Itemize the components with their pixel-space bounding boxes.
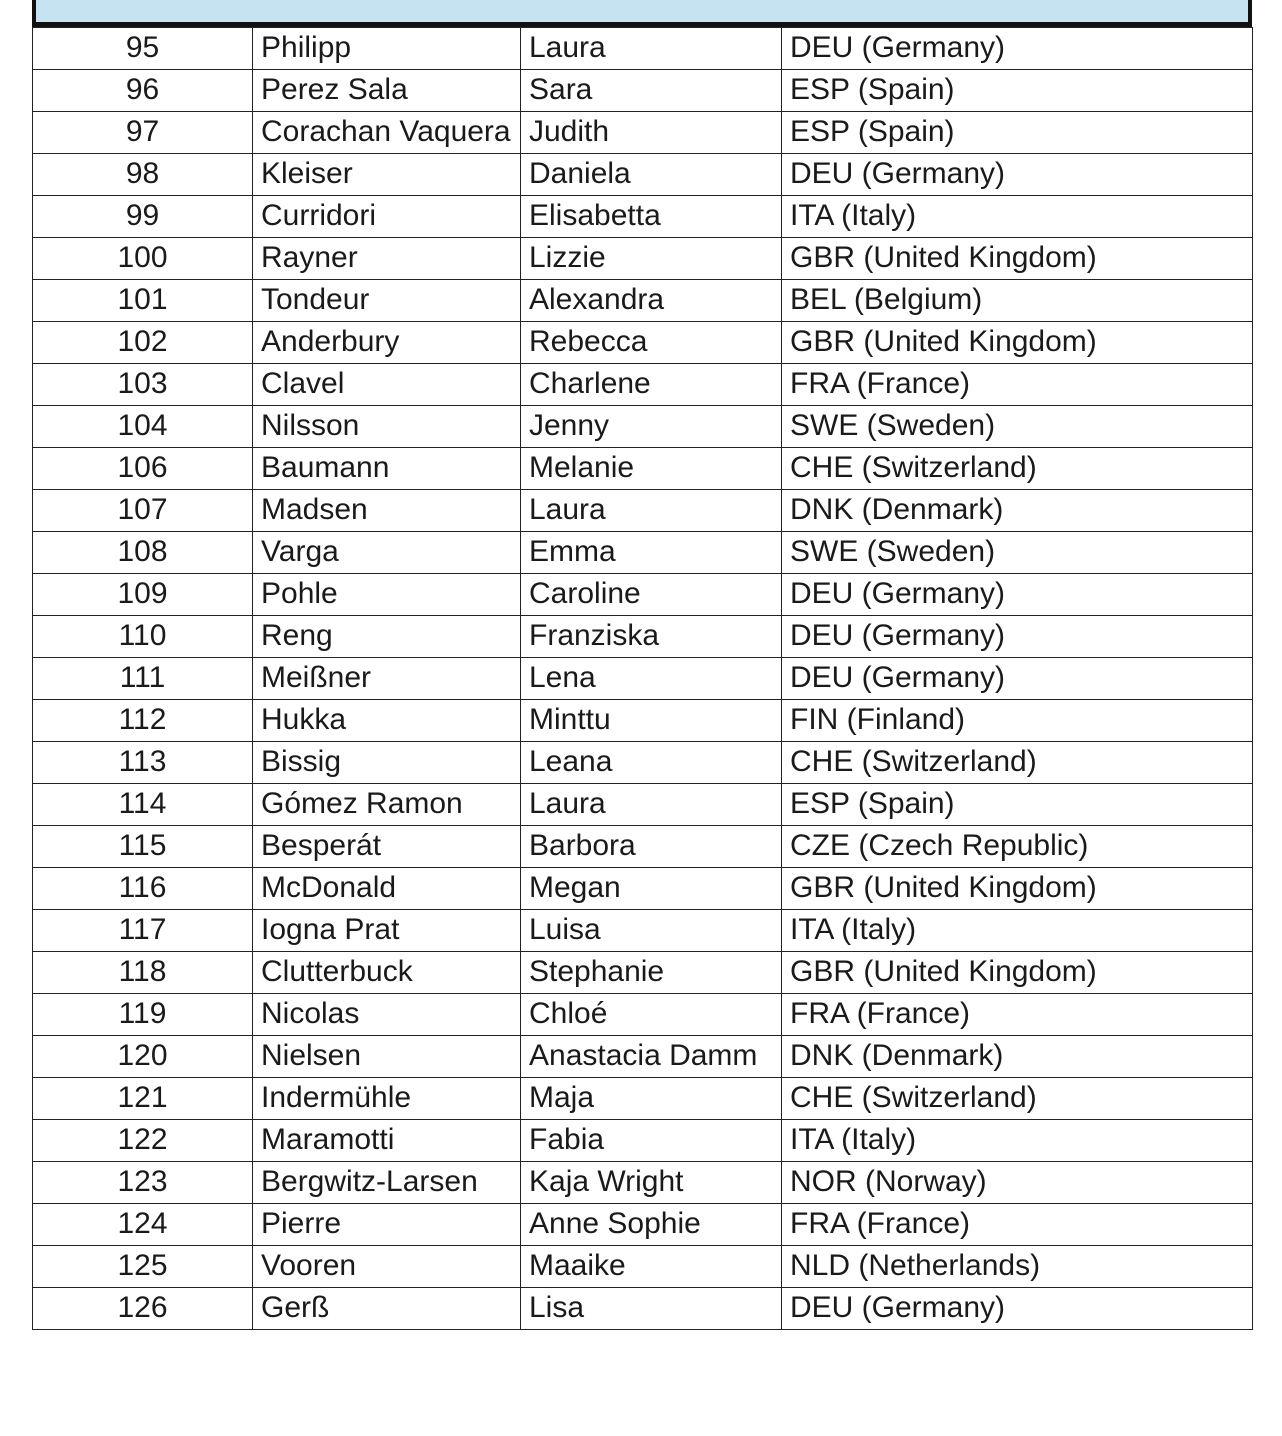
country-cell: DEU (Germany) (782, 154, 1253, 196)
last-name-cell: Tondeur (253, 280, 521, 322)
country-cell: SWE (Sweden) (782, 532, 1253, 574)
country-cell: ITA (Italy) (782, 910, 1253, 952)
first-name-cell: Laura (521, 28, 782, 70)
country-cell: CZE (Czech Republic) (782, 826, 1253, 868)
first-name-cell: Rebecca (521, 322, 782, 364)
country-cell: GBR (United Kingdom) (782, 238, 1253, 280)
last-name-cell: Vooren (253, 1246, 521, 1288)
table-row (33, 742, 1253, 784)
table-row (33, 1078, 1253, 1120)
country-cell: DEU (Germany) (782, 616, 1253, 658)
country-cell: ESP (Spain) (782, 112, 1253, 154)
country-cell: GBR (United Kingdom) (782, 868, 1253, 910)
start-number-cell: 102 (33, 322, 253, 364)
start-number-cell: 97 (33, 112, 253, 154)
last-name-cell: Nilsson (253, 406, 521, 448)
table-row (33, 1204, 1253, 1246)
table-row (33, 1120, 1253, 1162)
table-row (33, 406, 1253, 448)
start-number-cell: 98 (33, 154, 253, 196)
country-cell: DEU (Germany) (782, 658, 1253, 700)
last-name-cell: Rayner (253, 238, 521, 280)
country-cell: GBR (United Kingdom) (782, 322, 1253, 364)
country-cell: FRA (France) (782, 994, 1253, 1036)
start-number-cell: 99 (33, 196, 253, 238)
last-name-cell: Besperát (253, 826, 521, 868)
table-row (33, 532, 1253, 574)
table-row (33, 448, 1253, 490)
start-number-cell: 125 (33, 1246, 253, 1288)
start-number-cell: 114 (33, 784, 253, 826)
start-number-cell: 120 (33, 1036, 253, 1078)
last-name-cell: Pohle (253, 574, 521, 616)
first-name-cell: Lisa (521, 1288, 782, 1330)
country-cell: DNK (Denmark) (782, 1036, 1253, 1078)
start-number-cell: 109 (33, 574, 253, 616)
first-name-cell: Stephanie (521, 952, 782, 994)
table-row (33, 280, 1253, 322)
first-name-cell: Alexandra (521, 280, 782, 322)
participants-table-body (33, 28, 1253, 1330)
last-name-cell: Hukka (253, 700, 521, 742)
country-cell: FRA (France) (782, 1204, 1253, 1246)
last-name-cell: Iogna Prat (253, 910, 521, 952)
first-name-cell: Lizzie (521, 238, 782, 280)
start-number-cell: 123 (33, 1162, 253, 1204)
start-number-cell: 124 (33, 1204, 253, 1246)
table-row (33, 700, 1253, 742)
country-cell: SWE (Sweden) (782, 406, 1253, 448)
table-row (33, 1162, 1253, 1204)
table-row (33, 826, 1253, 868)
last-name-cell: Bergwitz-Larsen (253, 1162, 521, 1204)
last-name-cell: Corachan Vaquera (253, 112, 521, 154)
first-name-cell: Luisa (521, 910, 782, 952)
start-number-cell: 95 (33, 28, 253, 70)
first-name-cell: Maja (521, 1078, 782, 1120)
last-name-cell: Meißner (253, 658, 521, 700)
last-name-cell: Maramotti (253, 1120, 521, 1162)
last-name-cell: Gómez Ramon (253, 784, 521, 826)
first-name-cell: Barbora (521, 826, 782, 868)
table-row (33, 238, 1253, 280)
start-number-cell: 112 (33, 700, 253, 742)
start-number-cell: 121 (33, 1078, 253, 1120)
start-number-cell: 119 (33, 994, 253, 1036)
participants-table (32, 27, 1253, 1330)
country-cell: DNK (Denmark) (782, 490, 1253, 532)
last-name-cell: Reng (253, 616, 521, 658)
start-number-cell: 107 (33, 490, 253, 532)
country-cell: ITA (Italy) (782, 1120, 1253, 1162)
table-row (33, 112, 1253, 154)
table-row (33, 28, 1253, 70)
country-cell: ITA (Italy) (782, 196, 1253, 238)
country-cell: DEU (Germany) (782, 574, 1253, 616)
last-name-cell: Bissig (253, 742, 521, 784)
table-row (33, 574, 1253, 616)
last-name-cell: Perez Sala (253, 70, 521, 112)
table-row (33, 1246, 1253, 1288)
last-name-cell: Indermühle (253, 1078, 521, 1120)
start-number-cell: 108 (33, 532, 253, 574)
country-cell: FIN (Finland) (782, 700, 1253, 742)
table-row (33, 490, 1253, 532)
last-name-cell: Clutterbuck (253, 952, 521, 994)
last-name-cell: Gerß (253, 1288, 521, 1330)
start-number-cell: 104 (33, 406, 253, 448)
start-number-cell: 113 (33, 742, 253, 784)
first-name-cell: Caroline (521, 574, 782, 616)
first-name-cell: Leana (521, 742, 782, 784)
table-row (33, 154, 1253, 196)
first-name-cell: Anastacia Damm (521, 1036, 782, 1078)
start-number-cell: 118 (33, 952, 253, 994)
table-row (33, 70, 1253, 112)
first-name-cell: Franziska (521, 616, 782, 658)
country-cell: DEU (Germany) (782, 28, 1253, 70)
start-number-cell: 103 (33, 364, 253, 406)
start-number-cell: 117 (33, 910, 253, 952)
first-name-cell: Lena (521, 658, 782, 700)
first-name-cell: Anne Sophie (521, 1204, 782, 1246)
first-name-cell: Daniela (521, 154, 782, 196)
table-row (33, 616, 1253, 658)
first-name-cell: Megan (521, 868, 782, 910)
last-name-cell: Nicolas (253, 994, 521, 1036)
country-cell: FRA (France) (782, 364, 1253, 406)
first-name-cell: Chloé (521, 994, 782, 1036)
country-cell: NLD (Netherlands) (782, 1246, 1253, 1288)
table-row (33, 1288, 1253, 1330)
last-name-cell: Anderbury (253, 322, 521, 364)
start-number-cell: 116 (33, 868, 253, 910)
table-header-bar (32, 0, 1252, 27)
country-cell: CHE (Switzerland) (782, 448, 1253, 490)
first-name-cell: Sara (521, 70, 782, 112)
table-row (33, 994, 1253, 1036)
start-number-cell: 126 (33, 1288, 253, 1330)
first-name-cell: Maaike (521, 1246, 782, 1288)
last-name-cell: Curridori (253, 196, 521, 238)
first-name-cell: Laura (521, 490, 782, 532)
last-name-cell: McDonald (253, 868, 521, 910)
first-name-cell: Emma (521, 532, 782, 574)
table-row (33, 910, 1253, 952)
start-number-cell: 110 (33, 616, 253, 658)
table-row (33, 364, 1253, 406)
first-name-cell: Kaja Wright (521, 1162, 782, 1204)
table-row (33, 322, 1253, 364)
last-name-cell: Nielsen (253, 1036, 521, 1078)
last-name-cell: Madsen (253, 490, 521, 532)
first-name-cell: Elisabetta (521, 196, 782, 238)
last-name-cell: Kleiser (253, 154, 521, 196)
start-number-cell: 106 (33, 448, 253, 490)
start-number-cell: 101 (33, 280, 253, 322)
last-name-cell: Pierre (253, 1204, 521, 1246)
first-name-cell: Melanie (521, 448, 782, 490)
country-cell: DEU (Germany) (782, 1288, 1253, 1330)
country-cell: CHE (Switzerland) (782, 742, 1253, 784)
first-name-cell: Charlene (521, 364, 782, 406)
last-name-cell: Philipp (253, 28, 521, 70)
last-name-cell: Clavel (253, 364, 521, 406)
country-cell: CHE (Switzerland) (782, 1078, 1253, 1120)
first-name-cell: Jenny (521, 406, 782, 448)
first-name-cell: Laura (521, 784, 782, 826)
country-cell: ESP (Spain) (782, 70, 1253, 112)
start-number-cell: 96 (33, 70, 253, 112)
table-row (33, 784, 1253, 826)
table-row (33, 952, 1253, 994)
first-name-cell: Judith (521, 112, 782, 154)
table-row (33, 658, 1253, 700)
first-name-cell: Minttu (521, 700, 782, 742)
start-number-cell: 115 (33, 826, 253, 868)
table-row (33, 868, 1253, 910)
country-cell: BEL (Belgium) (782, 280, 1253, 322)
country-cell: GBR (United Kingdom) (782, 952, 1253, 994)
first-name-cell: Fabia (521, 1120, 782, 1162)
last-name-cell: Baumann (253, 448, 521, 490)
table-row (33, 196, 1253, 238)
last-name-cell: Varga (253, 532, 521, 574)
start-number-cell: 100 (33, 238, 253, 280)
table-row (33, 1036, 1253, 1078)
country-cell: ESP (Spain) (782, 784, 1253, 826)
start-number-cell: 111 (33, 658, 253, 700)
country-cell: NOR (Norway) (782, 1162, 1253, 1204)
start-number-cell: 122 (33, 1120, 253, 1162)
